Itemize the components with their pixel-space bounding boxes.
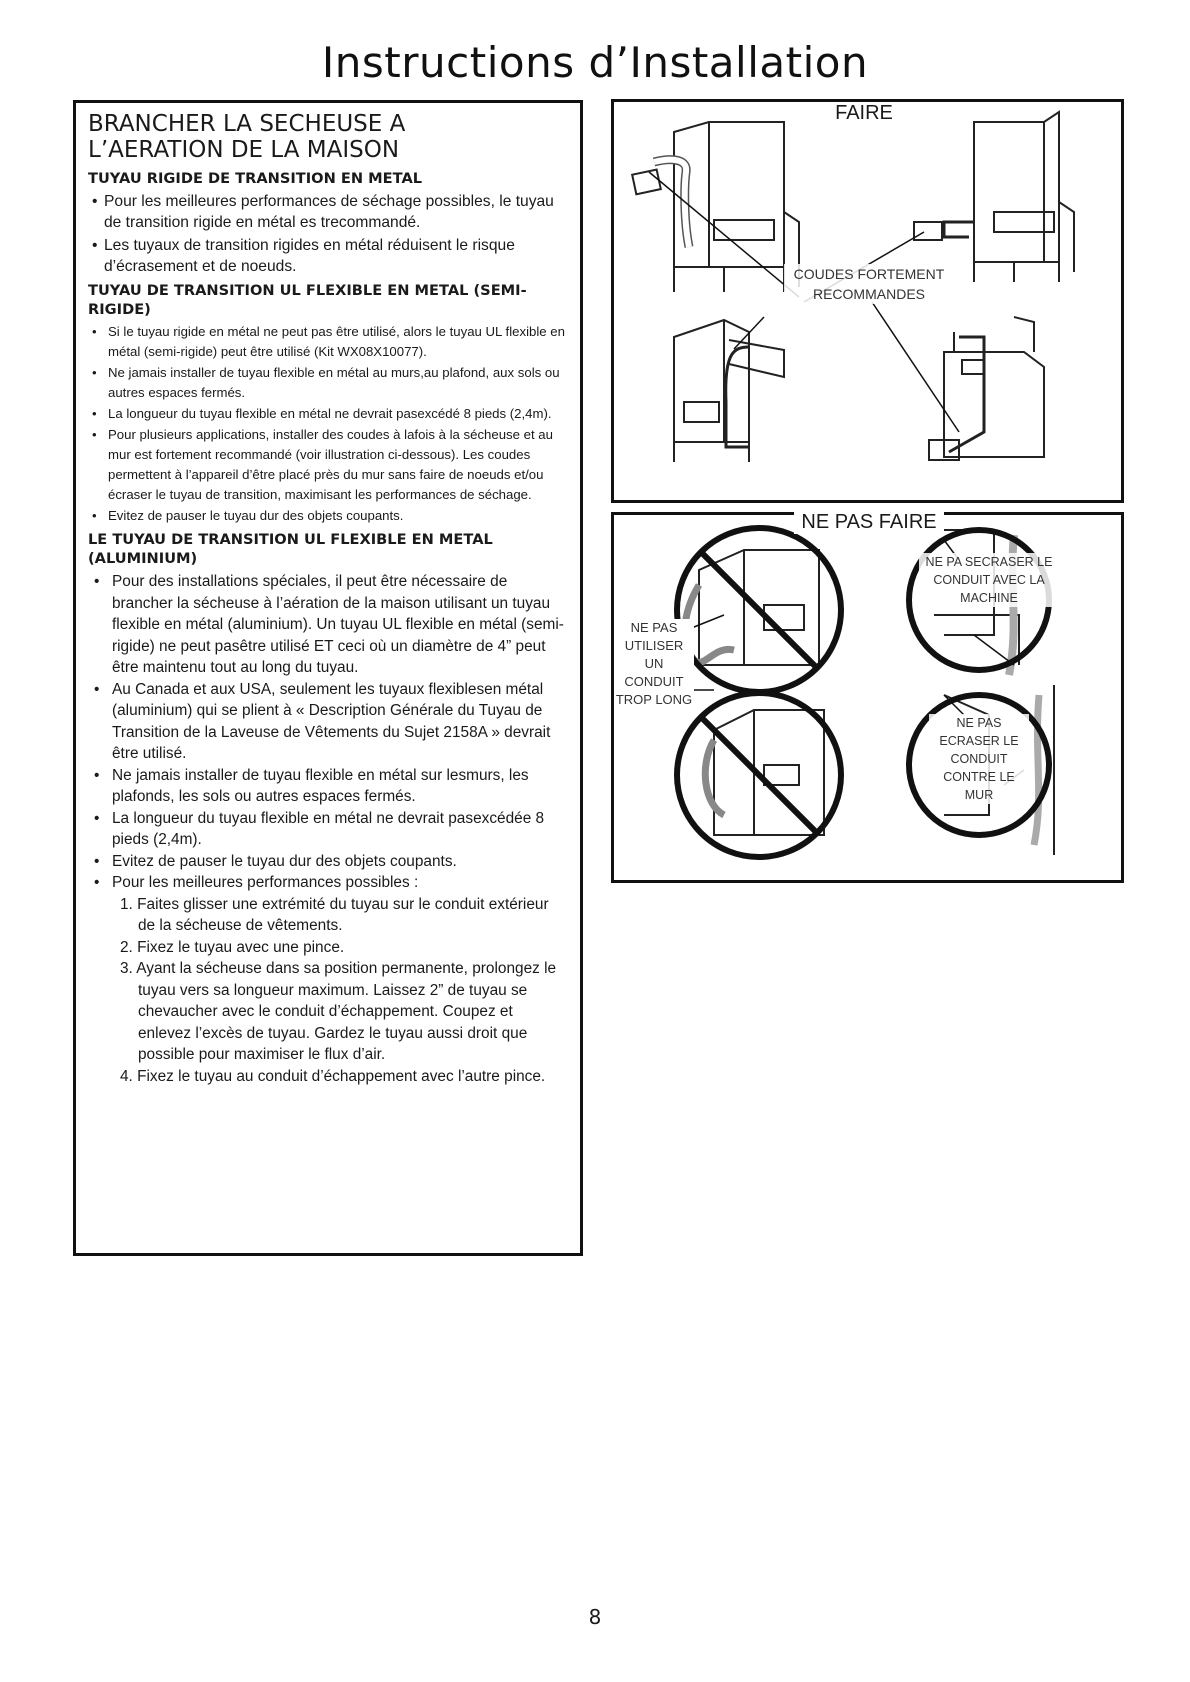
label-long-line4: CONDUIT bbox=[624, 674, 684, 689]
semi-rigid-bullets bbox=[88, 322, 566, 526]
list-item: • La longueur du tuyau flexible en métal ne devrait pasexcédé 8 pieds (2,4m). bbox=[88, 404, 566, 424]
list-item: • La longueur du tuyau flexible en métal ne devrait pasexcédée 8 pieds (2,4m). bbox=[88, 808, 566, 851]
label-crush-line3: MACHINE bbox=[960, 591, 1018, 605]
label-wall-line5: MUR bbox=[964, 788, 994, 802]
section-heading-line2: L’AERATION DE LA MAISON bbox=[88, 137, 400, 163]
aluminium-title-line1: LE TUYAU DE TRANSITION UL FLEXIBLE EN METAL bbox=[88, 531, 493, 548]
step-item: 2. Fixez le tuyau avec une pince. bbox=[120, 938, 345, 956]
semi-rigid-title: TUYAU DE TRANSITION UL FLEXIBLE EN METAL (SEMI-RIGIDE) bbox=[88, 282, 527, 318]
label-crush-wall bbox=[929, 714, 1029, 804]
list-item: • Pour les meilleures performances possibles : bbox=[88, 872, 566, 894]
label-crush-machine bbox=[919, 553, 1059, 607]
elbow-callout bbox=[784, 264, 954, 304]
label-long-line3: UN bbox=[644, 656, 664, 671]
label-crush-line2: CONDUIT AVEC LA bbox=[933, 573, 1045, 587]
label-long-line1: NE PAS bbox=[630, 620, 678, 635]
aluminium-title-line2: (ALUMINIUM) bbox=[88, 550, 198, 567]
list-item: • Si le tuyau rigide en métal ne peut pas être utilisé, alors le tuyau UL flexible en métal (semi-rigide) peut être utilisé (Kit WX08X10077). bbox=[88, 322, 566, 362]
page-title: Instructions d’Installation bbox=[321, 38, 869, 87]
list-item: • Ne jamais installer de tuyau flexible en métal sur lesmurs, les plafonds, les sols ou autres espaces fermés. bbox=[88, 765, 566, 808]
list-item: • Evitez de pauser le tuyau dur des objets coupants. bbox=[88, 506, 566, 526]
label-wall-line2: ECRASER LE bbox=[939, 734, 1019, 748]
label-long-line5: TROP LONG bbox=[615, 692, 693, 707]
list-item: • Pour des installations spéciales, il peut être nécessaire de brancher la sécheuse à l’aération de la maison utilisant un tuyau flexible en métal (aluminium). Un tuyau UL flexible en métal (semi-rigide) ne peut pasêtre utilisé ET ceci où un diamètre de 4” peut être maintenu tout au long du tuyau. bbox=[88, 571, 566, 679]
label-long-line2: UTILISER bbox=[624, 638, 684, 653]
step-item: 1. Faites glisser une extrémité du tuyau sur le conduit extérieur de la sécheuse de vêtements. bbox=[120, 895, 549, 934]
figure-do-title: FAIRE bbox=[804, 102, 924, 125]
elbow-callout-line1: COUDES FORTEMENT bbox=[793, 266, 945, 282]
list-item: • Au Canada et aux USA, seulement les tuyaux flexiblesen métal (aluminium) qui se plient à « Description Générale du Tuyau de Transition de la Laveuse de Vêtements du Sujet 2158A » devrait être utilisé. bbox=[88, 679, 566, 765]
figure-do bbox=[611, 99, 1124, 503]
aluminium-bullets bbox=[88, 571, 566, 894]
list-item: • Ne jamais installer de tuyau flexible en métal au murs,au plafond, aux sols ou autres espaces fermés. bbox=[88, 363, 566, 403]
list-item: • Evitez de pauser le tuyau dur des objets coupants. bbox=[88, 851, 566, 873]
elbow-callout-line2: RECOMMANDES bbox=[812, 286, 925, 302]
label-crush-line1: NE PA SECRASER LE bbox=[925, 555, 1053, 569]
list-item: • Pour les meilleures performances de séchage possibles, le tuyau de transition rigide en métal es trecommandé. bbox=[88, 191, 566, 233]
figure-dont-title: NE PAS FAIRE bbox=[794, 511, 944, 534]
instructions-box bbox=[73, 100, 583, 1256]
rigid-bullets bbox=[88, 191, 566, 277]
steps-list bbox=[88, 894, 566, 1088]
list-item: • Pour plusieurs applications, installer des coudes à lafois à la sécheuse et au mur est fortement recommandé (voir illustration ci-dessous). Les coudes permettent à l’appareil d’être placé près du mur sans faire de noeuds et/ou écraser le tuyau de transition, maximisant les performances de séchage. bbox=[88, 425, 566, 505]
step-item: 3. Ayant la sécheuse dans sa position permanente, prolongez le tuyau vers sa longueur maximum. Laissez 2” de tuyau se chevaucher avec le conduit d’échappement. Coupez et enlevez l’excès de tuyau. Gardez le tuyau aussi droit que possible pour maximiser le flux d’air. bbox=[120, 960, 557, 1063]
step-item: 4. Fixez le tuyau au conduit d’échappement avec l’autre pince. bbox=[120, 1067, 546, 1085]
list-item: • Les tuyaux de transition rigides en métal réduisent le risque d’écrasement et de noeuds. bbox=[88, 235, 566, 277]
section-heading bbox=[88, 111, 566, 163]
figure-dont bbox=[611, 512, 1124, 883]
label-wall-line4: CONTRE LE bbox=[943, 770, 1015, 784]
label-long-duct bbox=[614, 619, 694, 709]
rigid-title: TUYAU RIGIDE DE TRANSITION EN METAL bbox=[88, 170, 423, 187]
label-wall-line3: CONDUIT bbox=[950, 752, 1008, 766]
label-wall-line1: NE PAS bbox=[956, 716, 1002, 730]
aluminium-title bbox=[88, 530, 566, 568]
page-number: 8 bbox=[588, 1605, 602, 1629]
section-heading-line1: BRANCHER LA SECHEUSE A bbox=[88, 111, 406, 137]
